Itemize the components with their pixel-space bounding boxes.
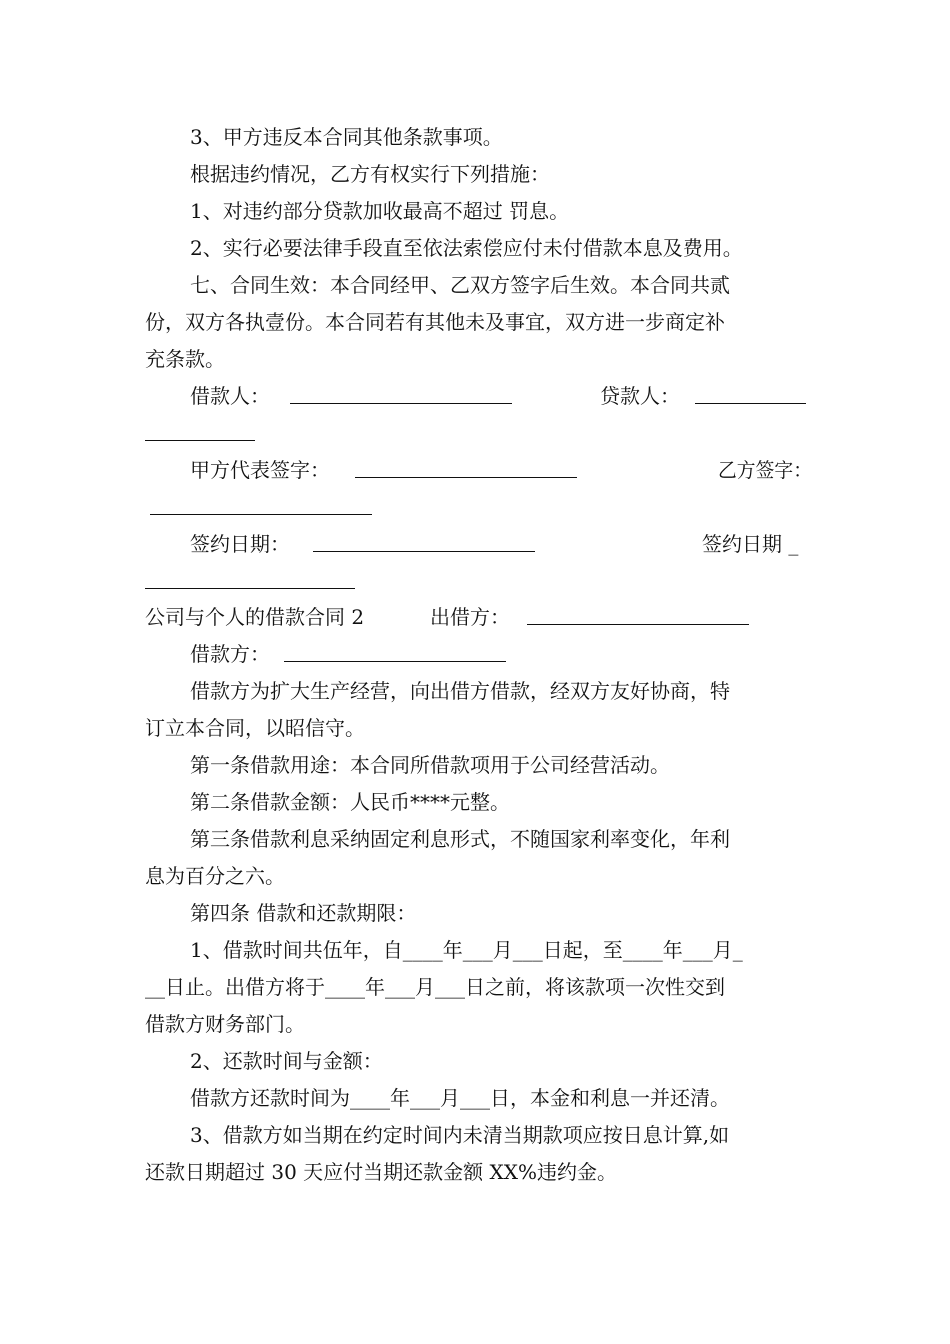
clause-line: 第一条借款用途：本合同所借款项用于公司经营活动。 (190, 753, 670, 777)
clause-line: 1、借款时间共伍年，自____年___月___日起，至____年___月_ (190, 938, 743, 962)
clause-line: 第四条 借款和还款期限： (190, 901, 417, 925)
clause-line: 借款方为扩大生产经营，向出借方借款，经双方友好协商，特 (190, 679, 730, 703)
contract-title: 公司与个人的借款合同 2 (145, 605, 365, 629)
clause-line: 3、借款方如当期在约定时间内未清当期款项应按日息计算,如 (190, 1123, 730, 1147)
lender-party-label: 出借方： (430, 605, 510, 629)
clause-line: 第二条借款金额：人民币****元整。 (190, 790, 510, 814)
sign-date-label: 签约日期： (190, 532, 290, 556)
lender-blank (695, 383, 806, 404)
clause-line: 2、还款时间与金额： (190, 1049, 383, 1073)
lender-party-blank (527, 604, 749, 625)
clause-line: 根据违约情况，乙方有权实行下列措施： (190, 162, 550, 186)
clause-line: 还款日期超过 30 天应付当期还款金额 XX%违约金。 (145, 1160, 618, 1184)
borrower-label: 借款人： (190, 384, 270, 408)
clause-line: 第三条借款利息采纳固定利息形式，不随国家利率变化，年利 (190, 827, 730, 851)
borrower-party-blank (284, 641, 506, 662)
sign-date-blank-2 (145, 568, 355, 589)
party-b-sign-label: 乙方签字： (718, 458, 812, 482)
clause-line: 借款方财务部门。 (145, 1012, 305, 1036)
clause-line: 2、实行必要法律手段直至依法索偿应付未付借款本息及费用。 (190, 236, 743, 260)
clause-line: 订立本合同，以昭信守。 (145, 716, 365, 740)
clause-line: 七、合同生效：本合同经甲、乙双方签字后生效。本合同共贰 (190, 273, 730, 297)
clause-line: 份，双方各执壹份。本合同若有其他未及事宜，双方进一步商定补 (145, 310, 725, 334)
clause-line: __日止。出借方将于____年___月___日之前，将该款项一次性交到 (145, 975, 725, 999)
clause-line: 息为百分之六。 (145, 864, 285, 888)
clause-line: 3、甲方违反本合同其他条款事项。 (190, 125, 503, 149)
lender-label: 贷款人： (600, 384, 680, 408)
lender-blank-cont (145, 420, 255, 441)
sign-date-blank (313, 531, 535, 552)
party-a-sign-label: 甲方代表签字： (190, 458, 330, 482)
clause-line: 充条款。 (145, 347, 225, 371)
borrower-blank (290, 383, 512, 404)
clause-line: 借款方还款时间为____年___月___日，本金和利息一并还清。 (190, 1086, 730, 1110)
borrower-party-label: 借款方： (190, 642, 270, 666)
party-a-sign-blank (355, 457, 577, 478)
party-b-sign-blank (150, 494, 372, 515)
sign-date-label-2: 签约日期 _ (702, 532, 799, 556)
clause-line: 1、对违约部分贷款加收最高不超过 罚息。 (190, 199, 570, 223)
